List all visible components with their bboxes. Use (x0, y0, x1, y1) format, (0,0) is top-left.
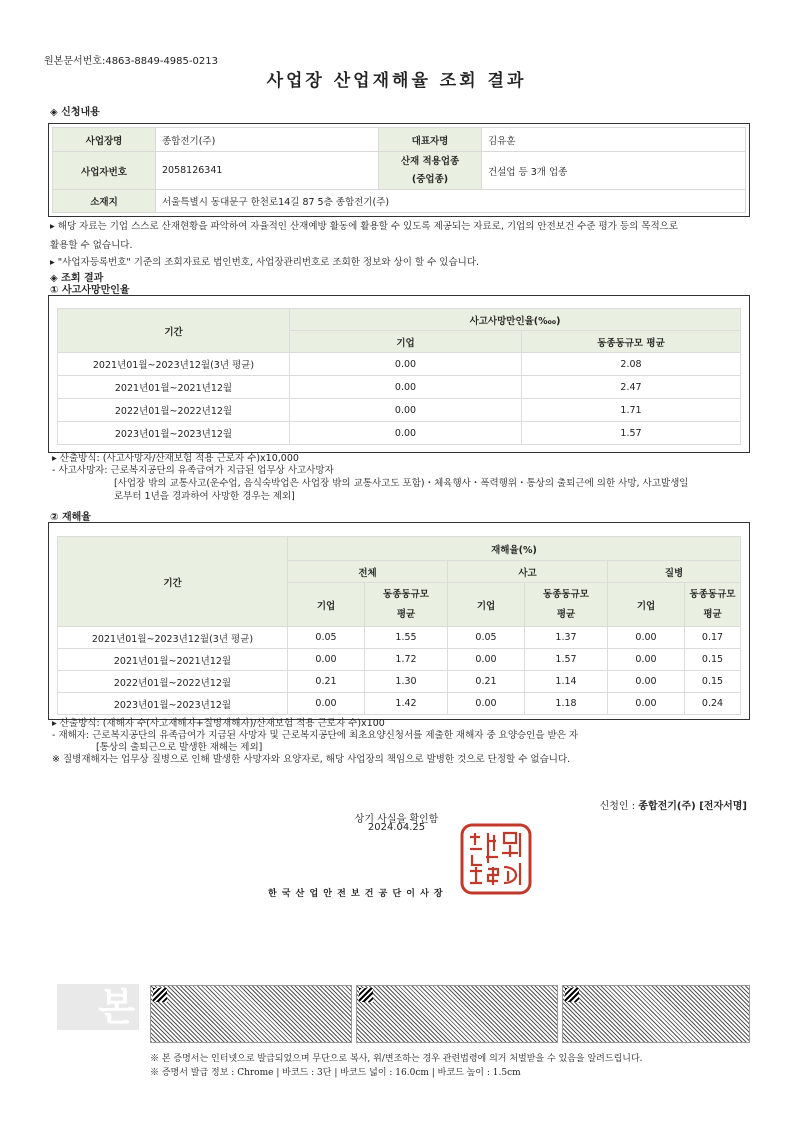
section-death-heading: ① 사고사망만인율 (50, 285, 130, 296)
company-header: 기업 (288, 583, 365, 627)
address-label: 소재지 (53, 190, 156, 213)
rep-label: 대표자명 (379, 128, 482, 152)
value-cell: 1.55 (365, 627, 448, 649)
official-seal (460, 823, 532, 895)
death-rate-header: 사고사망만인율(‱) (290, 309, 741, 331)
period-cell: 2021년01월~2021년12월 (58, 376, 290, 399)
biz-name-label: 사업장명 (53, 128, 156, 152)
biz-name-value: 종합전기(주) (156, 128, 379, 152)
company-header: 기업 (448, 583, 525, 627)
period-cell: 2021년01월~2023년12월(3년 평균) (58, 353, 290, 376)
table-row (58, 422, 741, 445)
table-row (58, 353, 741, 376)
avg-header-line1: 동종동규모 (689, 588, 736, 600)
injury-note-1: ▸ 산출방식: (재해자 수(사고재해자+질병재해자)/산재보험 적용 근로자 수)x100 (52, 718, 385, 729)
value-cell: 0.00 (288, 693, 365, 715)
page-title: 사업장 산업재해율 조회 결과 (266, 71, 527, 91)
value-cell: 0.00 (608, 693, 685, 715)
avg-header-line1: 동종동규모 (383, 588, 429, 600)
barcode-1 (150, 985, 352, 1043)
biz-no-value: 2058126341 (156, 152, 379, 190)
avg-header-line2: 평균 (703, 608, 722, 620)
section-result-heading: ◈ 조회 결과 (50, 273, 104, 284)
value-cell: 0.00 (448, 649, 525, 671)
avg-header-line2: 평균 (556, 608, 576, 620)
avg-cell: 1.57 (522, 422, 741, 445)
value-cell: 1.30 (365, 671, 448, 693)
section-apply-heading: ◈ 신청내용 (50, 107, 100, 118)
notice-1-cont: 활용할 수 없습니다. (50, 240, 133, 251)
death-note-4: 로부터 1년을 경과하여 사망한 경우는 제외] (114, 491, 295, 502)
value-cell: 1.57 (525, 649, 608, 671)
value-cell: 0.00 (288, 649, 365, 671)
original-watermark: 본 (57, 984, 139, 1030)
death-avg-header: 동종동규모 평균 (522, 331, 741, 353)
confirm-text: 상기 사실을 확인함 (354, 814, 439, 825)
avg-header (685, 583, 741, 627)
avg-cell: 1.71 (522, 399, 741, 422)
table-row (58, 376, 741, 399)
injury-rate-box (48, 522, 750, 720)
value-cell: 1.14 (525, 671, 608, 693)
barcode-3 (562, 985, 750, 1043)
issue-date: 2024.04.25 (367, 822, 426, 833)
injury-note-4: ※ 질병재해자는 업무상 질병으로 인해 발생한 사망자와 요양자로, 해당 사업장의 책임으로 발병한 것으로 단정할 수 없습니다. (52, 754, 571, 765)
footer-notice-1: ※ 본 증명서는 인터넷으로 발급되었으며 무단으로 복사, 위/변조하는 경우 관련법령에 의거 처벌받을 수 있음을 알려드립니다. (150, 1054, 643, 1064)
death-note-2: - 사고사망자: 근로복지공단의 유족급여가 지급된 업무상 사고사망자 (52, 465, 334, 476)
value-cell: 0.00 (608, 671, 685, 693)
value-cell: 1.42 (365, 693, 448, 715)
death-note-3: [사업장 밖의 교통사고(운수업, 음식숙박업은 사업장 밖의 교통사고도 포함)・체육행사・폭력행위・통상의 출퇴근에 의한 사망, 사고발생일 (114, 478, 689, 489)
value-cell: 0.00 (608, 649, 685, 671)
avg-header-line1: 동종동규모 (543, 588, 589, 600)
death-company-header: 기업 (290, 331, 522, 353)
barcode-2 (356, 985, 558, 1043)
death-note-1: ▸ 산출방식: (사고사망자/산재보험 적용 근로자 수)x10,000 (52, 453, 299, 464)
value-cell: 1.72 (365, 649, 448, 671)
table-row (58, 671, 741, 693)
avg-header (525, 583, 608, 627)
group-disease-header: 질병 (608, 561, 741, 583)
issuer-name: 한 국 산 업 안 전 보 건 공 단 이 사 장 (268, 889, 444, 899)
injury-note-3: [통상의 출퇴근으로 발생한 재해는 제외] (96, 742, 263, 753)
company-cell: 0.00 (290, 422, 522, 445)
injury-note-2: - 재해자: 근로복지공단의 유족급여가 지급된 사망자 및 근로복지공단에 최초요양신청서를 제출한 재해자 중 요양승인을 받은 자 (52, 730, 579, 741)
avg-cell: 2.08 (522, 353, 741, 376)
table-row (58, 399, 741, 422)
rep-value: 김유훈 (482, 128, 746, 152)
death-period-header: 기간 (58, 309, 290, 353)
info-table (52, 127, 746, 213)
biz-no-label: 사업자번호 (53, 152, 156, 190)
value-cell: 0.05 (448, 627, 525, 649)
value-cell: 1.37 (525, 627, 608, 649)
address-value: 서울특별시 동대문구 한천로14길 87 5층 종합전기(주) (156, 190, 746, 213)
table-row (58, 627, 741, 649)
table-row (58, 693, 741, 715)
period-cell: 2022년01월~2022년12월 (58, 671, 288, 693)
table-row (58, 649, 741, 671)
period-cell: 2023년01월~2023년12월 (58, 422, 290, 445)
avg-header-line2: 평균 (396, 608, 416, 620)
applicant-label: 신청인 : (599, 801, 639, 812)
period-cell: 2021년01월~2023년12월(3년 평균) (58, 627, 288, 649)
period-cell: 2021년01월~2021년12월 (58, 649, 288, 671)
document-number: 원본문서번호:4863-8849-4985-0213 (44, 56, 218, 67)
injury-rate-table (57, 536, 741, 715)
info-box (48, 123, 750, 217)
company-cell: 0.00 (290, 353, 522, 376)
injury-rate-header: 재해율(%) (288, 537, 741, 561)
industry-label-line2: (중업종) (411, 173, 449, 185)
avg-cell: 2.47 (522, 376, 741, 399)
group-total-header: 전체 (288, 561, 448, 583)
footer-notice-2: ※ 증명서 발급 정보 : Chrome | 바코드 : 3단 | 바코드 넓이 : 16.0cm | 바코드 높이 : 1.5cm (150, 1068, 521, 1078)
notice-1: ▸ 해당 자료는 기업 스스로 산재현황을 파악하여 자율적인 산재예방 활동에 활용할 수 있도록 제공되는 자료로, 기업의 안전보건 수준 평가 등의 목적으로 (50, 221, 678, 232)
company-cell: 0.00 (290, 399, 522, 422)
value-cell: 0.17 (685, 627, 741, 649)
death-rate-table (57, 308, 741, 445)
company-header: 기업 (608, 583, 685, 627)
value-cell: 0.21 (448, 671, 525, 693)
period-cell: 2022년01월~2022년12월 (58, 399, 290, 422)
industry-value: 건설업 등 3개 업종 (482, 152, 746, 190)
section-injury-heading: ② 재해율 (50, 512, 91, 523)
value-cell: 0.00 (448, 693, 525, 715)
value-cell: 0.21 (288, 671, 365, 693)
avg-header (365, 583, 448, 627)
value-cell: 0.05 (288, 627, 365, 649)
value-cell: 0.24 (685, 693, 741, 715)
company-cell: 0.00 (290, 376, 522, 399)
death-rate-box (48, 295, 750, 453)
value-cell: 0.15 (685, 649, 741, 671)
applicant-name: 종합전기(주) [전자서명] (638, 801, 747, 812)
value-cell: 1.18 (525, 693, 608, 715)
industry-label-line1: 산재 적용업종 (400, 155, 460, 167)
group-accident-header: 사고 (448, 561, 608, 583)
value-cell: 0.15 (685, 671, 741, 693)
value-cell: 0.00 (608, 627, 685, 649)
industry-label (379, 152, 482, 190)
notice-2: ▸ "사업자등록번호" 기준의 조회자료로 법인번호, 사업장관리번호로 조회한 정보와 상이 할 수 있습니다. (50, 257, 480, 268)
injury-period-header: 기간 (58, 537, 288, 627)
period-cell: 2023년01월~2023년12월 (58, 693, 288, 715)
